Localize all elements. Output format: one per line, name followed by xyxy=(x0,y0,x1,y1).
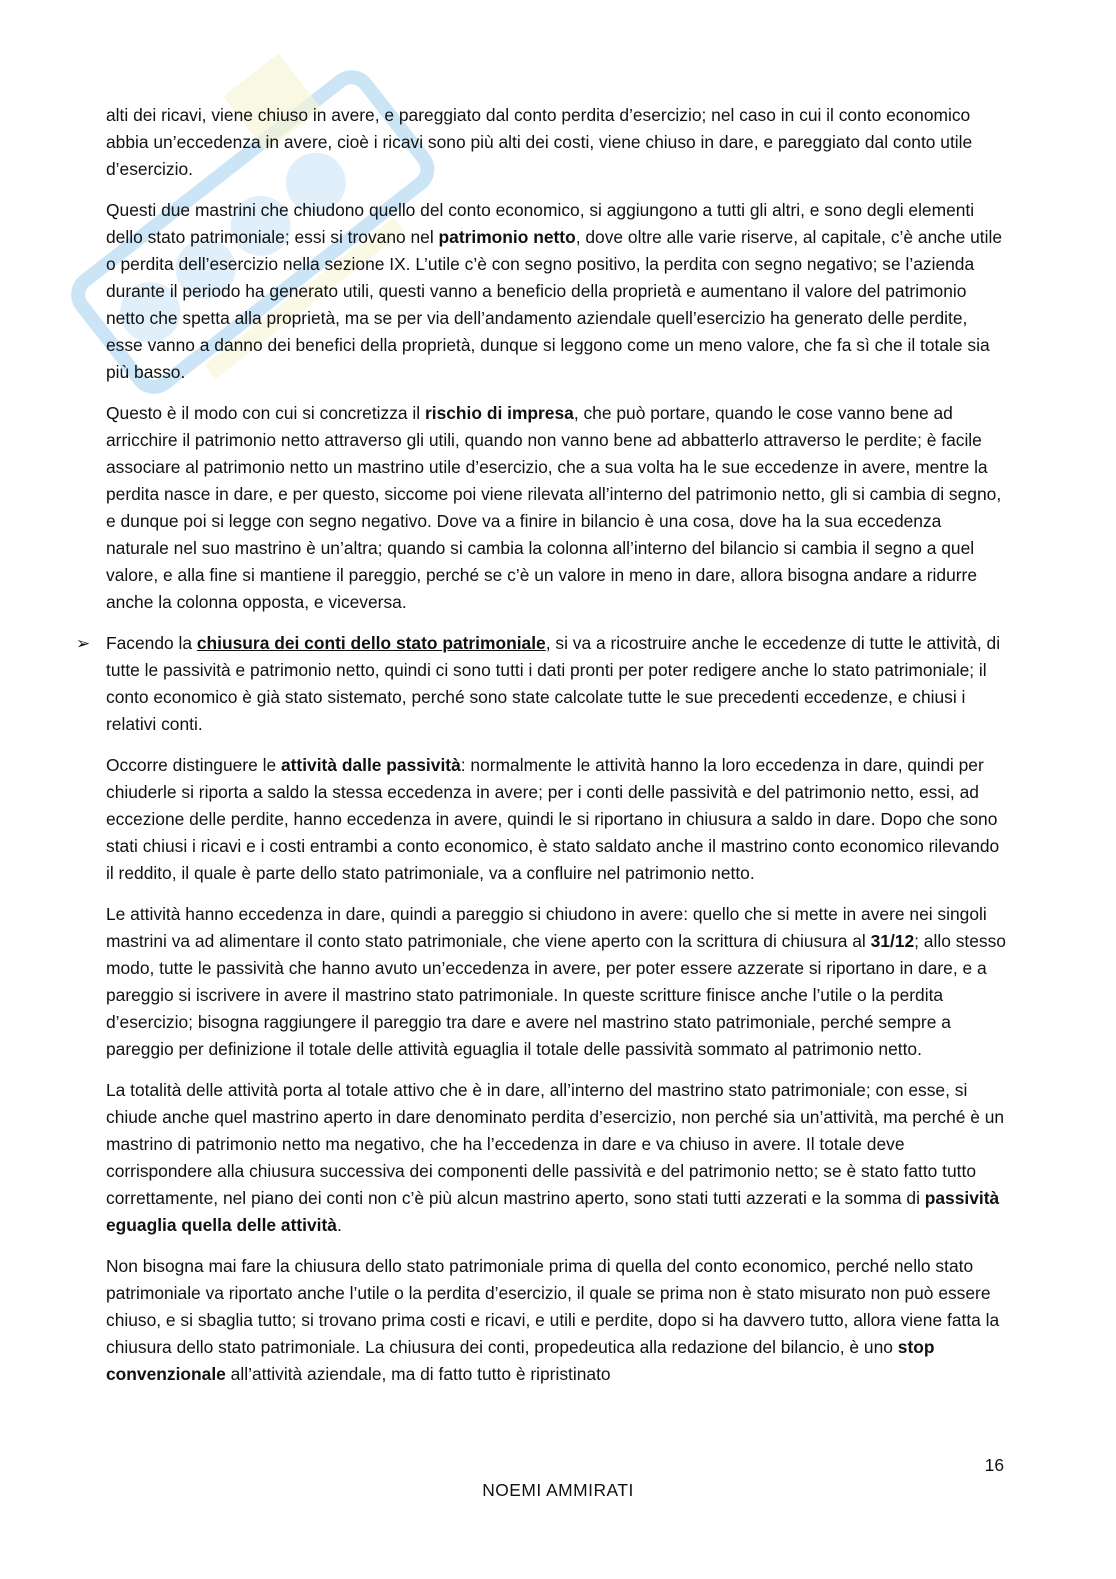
paragraph: Questo è il modo con cui si concretizza il rischio di impresa, che può portare, quando le cose vanno bene ad arricchire il patrimonio netto attraverso gli utili, quando non vanno bene ad abbatterlo attraverso le perdite; è facile associare al patrimonio netto un mastrino utile d’esercizio, che a sua volta ha le sue eccedenze in avere, mentre la perdita nasce in dare, e per questo, siccome poi viene rilevata all’interno del patrimonio netto, gli si cambia di segno, e dunque poi si legge con segno negativo. Dove va a finire in bilancio è una cosa, dove ha la sua eccedenza naturale nel suo mastrino è un’altra; quando si cambia la colonna all’interno del bilancio si cambia il segno a quel valore, e alla fine si mantiene il pareggio, perché se c’è un valore in meno in dare, allora bisogna andare a ridurre anche la colonna opposta, e viceversa. xyxy=(106,403,1002,612)
bold-term: stop convenzionale xyxy=(106,1337,935,1384)
paragraph: Questi due mastrini che chiudono quello del conto economico, si aggiungono a tutti gli altri, e sono degli elementi dello stato patrimoniale; essi si trovano nel patrimonio netto, dove oltre alle varie riserve, al capitale, c’è anche utile o perdita dell’esercizio nella sezione IX. L’utile c’è con segno positivo, la perdita con segno negativo; se l’azienda durante il periodo ha generato utili, questi vanno a beneficio della proprietà e aumentano il valore del patrimonio netto che spetta alla proprietà, ma se per via dell’andamento aziendale quell’esercizio ha generato delle perdite, esse vanno a danno dei benefici della proprietà, dunque si leggono come un meno valore, che fa sì che il totale sia più basso. xyxy=(106,200,1003,382)
underlined-term: chiusura dei conti dello stato patrimoniale xyxy=(196,633,546,653)
bold-term: 31/12 xyxy=(870,931,915,951)
footer-author: NOEMI AMMIRATI xyxy=(482,1480,634,1500)
paragraph: Le attività hanno eccedenza in dare, quindi a pareggio si chiudono in avere: quello che si mette in avere nei singoli mastrini va ad alimentare il conto stato patrimoniale, che viene aperto con la scrittura di chiusura al 31/12; allo stesso modo, tutte le passività che hanno avuto un’eccedenza in avere, per poter essere azzerate si riportano in dare, e a pareggio si iscrivere in avere il mastrino stato patrimoniale. In queste scritture finisce anche l’utile o la perdita d’esercizio; bisogna raggiungere il pareggio tra dare e avere nel mastrino stato patrimoniale, perché sempre a pareggio per definizione il totale delle attività eguaglia il totale delle passività sommato al patrimonio netto. xyxy=(106,904,1006,1059)
bold-term: rischio di impresa xyxy=(424,403,574,423)
bold-term: patrimonio netto xyxy=(438,227,576,247)
bold-term: attività dalle passività xyxy=(280,755,461,775)
paragraph: Occorre distinguere le attività dalle passività: normalmente le attività hanno la loro eccedenza in dare, quindi per chiuderle si riporta a saldo la stessa eccedenza in avere; per i conti delle passività e del patrimonio netto, essi, ad eccezione delle perdite, hanno eccedenza in avere, quindi le si riportano in chiusura a saldo in dare. Dopo che sono stati chiusi i ricavi e i costi entrambi a conto economico, è stato saldato anche il mastrino conto economico rilevando il reddito, il quale è parte dello stato patrimoniale, va a confluire nel patrimonio netto. xyxy=(106,755,1000,883)
bold-term: passività eguaglia quella delle attività xyxy=(106,1188,1000,1235)
paragraph: La totalità delle attività porta al totale attivo che è in dare, all’interno del mastrino stato patrimoniale; con esse, si chiude anche quel mastrino aperto in dare denominato perdita d’esercizio, non perché sia un’attività, ma perché è un mastrino di patrimonio netto ma negativo, che ha l’eccedenza in dare e va chiuso in avere. Il totale deve corrispondere alla chiusura successiva dei componenti delle passività e del patrimonio netto; se è stato fatto tutto correttamente, nel piano dei conti non c’è più alcun mastrino aperto, sono stati tutti azzerati e la somma di passività eguaglia quella delle attività. xyxy=(106,1080,1005,1235)
list-item: ➢ Facendo la chiusura dei conti dello stato patrimoniale, si va a ricostruire anche le eccedenze di tutte le attività, di tutte le passività e patrimonio netto, quindi ci sono tutti i dati pronti per poter redigere anche lo stato patrimoniale; il conto economico è già stato sistemato, perché sono state calcolate tutte le sue precedenti eccedenze, e chiusi i relativi conti. xyxy=(106,630,1006,738)
arrow-bullet-icon: ➢ xyxy=(76,634,91,653)
document-body xyxy=(76,102,1006,1402)
paragraph: alti dei ricavi, viene chiuso in avere, e pareggiato dal conto perdita d’esercizio; nel caso in cui il conto economico abbia un’eccedenza in avere, cioè i ricavi sono più alti dei costi, viene chiuso in dare, e pareggiato dal conto utile d’esercizio. xyxy=(106,105,973,179)
page-number: 16 xyxy=(984,1455,1004,1475)
paragraph: Non bisogna mai fare la chiusura dello stato patrimoniale prima di quella del conto economico, perché nello stato patrimoniale va riportato anche l’utile o la perdita d’esercizio, il quale se prima non è stato misurato non può essere chiuso, e si sbaglia tutto; si trovano prima costi e ricavi, e utili e perdite, dopo si ha davvero tutto, allora viene fatta la chiusura dello stato patrimoniale. La chiusura dei conti, propedeutica alla redazione del bilancio, è uno stop convenzionale all’attività aziendale, ma di fatto tutto è ripristinato xyxy=(106,1256,1000,1384)
